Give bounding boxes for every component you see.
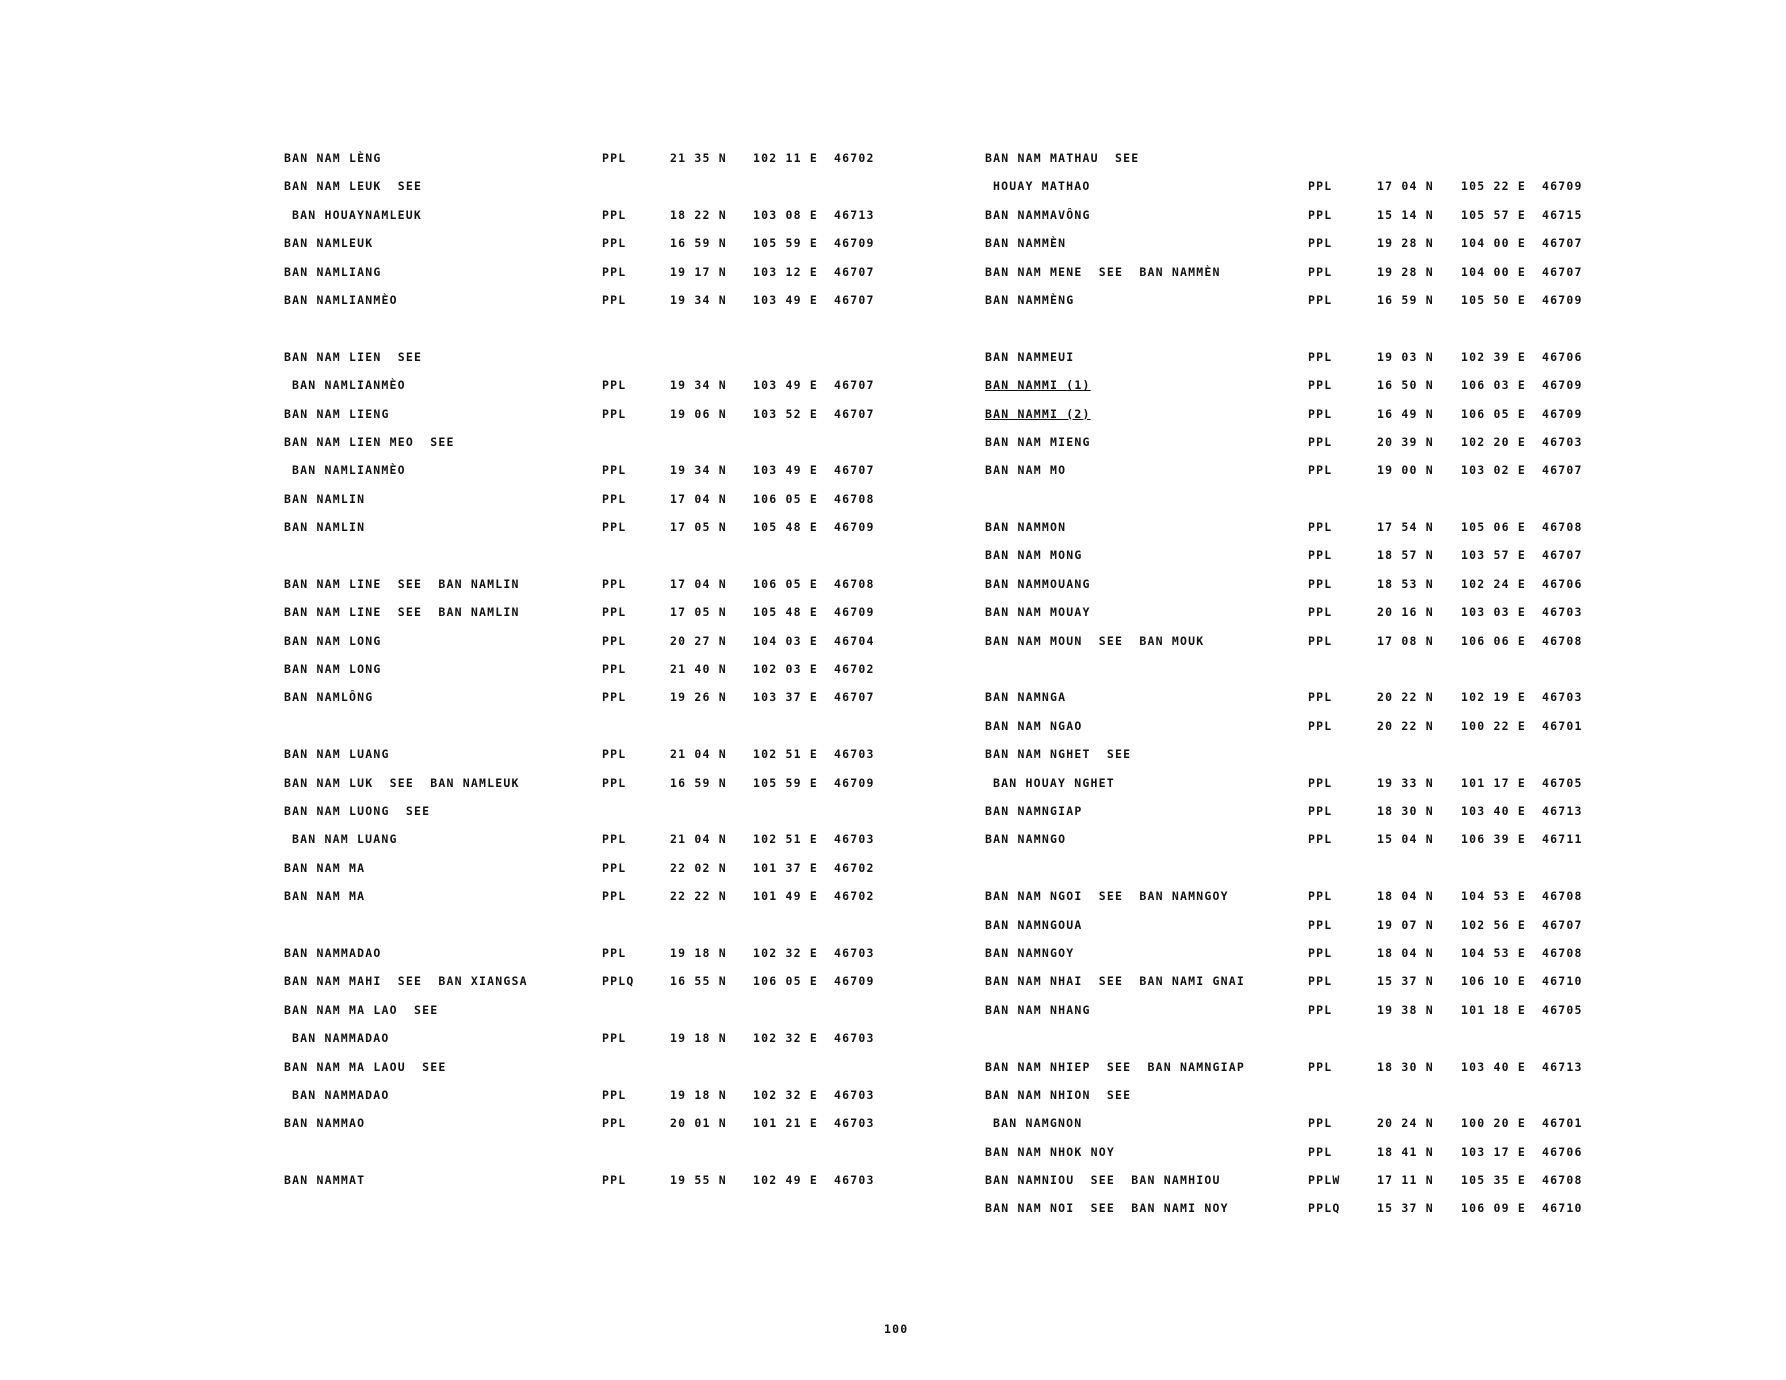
entry-latitude: 17 08 N [1377,633,1434,648]
entry-code: 46703 [834,1116,875,1131]
entry-latitude: 19 06 N [670,406,727,421]
entry-name: BAN NAMNIOU SEE BAN NAMHIOU [985,1173,1221,1188]
entry-designation: PPL [1308,548,1333,563]
entry-latitude: 19 34 N [670,292,727,307]
entry-longitude: 102 20 E [1461,434,1526,449]
entry-name: BAN NAMMAO [284,1116,366,1131]
entry-longitude: 103 49 E [753,292,818,307]
entry-latitude: 18 04 N [1377,945,1434,960]
entry-longitude: 102 19 E [1461,690,1526,705]
entry-code: 46706 [1542,349,1583,364]
entry-code: 46713 [1542,803,1583,818]
entry-designation: PPL [1308,179,1333,194]
entry-latitude: 15 14 N [1377,207,1434,222]
entry-longitude: 106 05 E [1461,406,1526,421]
entry-designation: PPL [602,491,627,506]
entry-code: 46708 [834,491,875,506]
entry-name: BAN NAM LONG [284,662,382,677]
entry-longitude: 102 11 E [753,151,818,165]
entry-latitude: 15 04 N [1377,832,1434,847]
entry-designation: PPL [602,945,627,960]
entry-designation: PPL [602,264,627,279]
entry-code: 46708 [1542,633,1583,648]
entry-name: BAN NAMNGOY [985,945,1075,960]
entry-designation: PPL [1308,434,1333,449]
entry-code: 46703 [834,832,875,847]
entry-name: BAN NAMLÔNG [284,690,374,705]
entry-longitude: 106 05 E [753,491,818,506]
entry-longitude: 104 53 E [1461,945,1526,960]
entry-code: 46707 [1542,264,1583,279]
entry-name: BAN NAM LEUK SEE [284,179,423,194]
entry-name: BAN NAM MA [284,860,366,875]
entry-code: 46711 [1542,832,1583,847]
entry-longitude: 106 03 E [1461,378,1526,393]
entry-longitude: 102 03 E [753,662,818,677]
entry-name: HOUAY MATHAO [993,179,1091,194]
entry-longitude: 103 52 E [753,406,818,421]
entry-code: 46709 [834,520,875,535]
entry-latitude: 18 30 N [1377,1059,1434,1074]
entry-code: 46709 [834,775,875,790]
entry-longitude: 102 32 E [753,1087,818,1102]
entry-code: 46707 [834,406,875,421]
entry-name: BAN NAMMEUI [985,349,1075,364]
entry-code: 46709 [834,236,875,251]
entry-code: 46703 [834,1173,875,1188]
entry-name: BAN NAM NHAI SEE BAN NAMI GNAI [985,974,1245,989]
entry-name: BAN NAM MATHAU SEE [985,151,1140,165]
entry-designation: PPL [1308,605,1333,620]
page-number: 100 [884,1322,909,1336]
entry-code: 46707 [834,463,875,478]
entry-latitude: 19 03 N [1377,349,1434,364]
entry-latitude: 20 24 N [1377,1116,1434,1131]
entry-code: 46703 [834,1087,875,1102]
entry-longitude: 106 06 E [1461,633,1526,648]
entry-latitude: 19 18 N [670,945,727,960]
entry-designation: PPL [1308,690,1333,705]
entry-code: 46707 [834,292,875,307]
entry-code: 46706 [1542,576,1583,591]
entry-longitude: 103 08 E [753,207,818,222]
entry-name: BAN NAMMÈNG [985,292,1075,307]
entry-code: 46709 [834,974,875,989]
entry-latitude: 17 05 N [670,520,727,535]
entry-latitude: 16 59 N [1377,292,1434,307]
entry-latitude: 19 28 N [1377,264,1434,279]
entry-name: BAN NAM LUK SEE BAN NAMLEUK [284,775,520,790]
entry-latitude: 19 38 N [1377,1002,1434,1017]
entry-code: 46702 [834,151,875,165]
entry-latitude: 19 28 N [1377,236,1434,251]
entry-name: BAN NAMMI (1) [985,378,1091,393]
entry-longitude: 105 50 E [1461,292,1526,307]
entry-designation: PPL [1308,974,1333,989]
entry-name: BAN NAM NGAO [985,718,1083,733]
entry-name: BAN NAM MO [985,463,1067,478]
entry-code: 46703 [834,747,875,762]
entry-designation: PPL [602,406,627,421]
entry-designation: PPL [1308,917,1333,932]
entry-name: BAN NAMMADAO [292,1031,390,1046]
entry-longitude: 105 35 E [1461,1173,1526,1188]
entry-code: 46704 [834,633,875,648]
entry-longitude: 103 40 E [1461,1059,1526,1074]
entry-latitude: 19 33 N [1377,775,1434,790]
entry-designation: PPL [1308,832,1333,847]
entry-name: BAN NAM NHOK NOY [985,1144,1115,1159]
entry-designation: PPL [602,236,627,251]
entry-designation: PPL [602,576,627,591]
entry-designation: PPLQ [1308,1201,1341,1216]
entry-name: BAN NAM LIEN SEE [284,349,423,364]
entry-designation: PPL [602,1087,627,1102]
entry-latitude: 16 49 N [1377,406,1434,421]
entry-designation: PPL [1308,292,1333,307]
entry-designation: PPL [602,1173,627,1188]
entry-longitude: 101 37 E [753,860,818,875]
entry-designation: PPL [602,605,627,620]
entry-longitude: 103 37 E [753,690,818,705]
entry-latitude: 19 55 N [670,1173,727,1188]
entry-designation: PPL [1308,463,1333,478]
entry-latitude: 22 22 N [670,889,727,904]
entry-designation: PPL [602,775,627,790]
entry-name: BAN NAMMAVÔNG [985,207,1091,222]
entry-latitude: 19 26 N [670,690,727,705]
entry-longitude: 105 57 E [1461,207,1526,222]
entry-longitude: 102 51 E [753,832,818,847]
entry-latitude: 19 00 N [1377,463,1434,478]
entry-designation: PPL [1308,576,1333,591]
entry-name: BAN NAM MA LAO SEE [284,1002,439,1017]
entry-name: BAN NAM MA [284,889,366,904]
entry-code: 46715 [1542,207,1583,222]
entry-latitude: 15 37 N [1377,974,1434,989]
entry-latitude: 18 53 N [1377,576,1434,591]
entry-latitude: 17 04 N [670,491,727,506]
entry-code: 46713 [834,207,875,222]
entry-name: BAN NAM NGOI SEE BAN NAMNGOY [985,889,1229,904]
entry-code: 46710 [1542,974,1583,989]
entry-designation: PPL [602,1116,627,1131]
entry-latitude: 20 39 N [1377,434,1434,449]
entry-designation: PPLQ [602,974,635,989]
entry-latitude: 17 04 N [670,576,727,591]
entry-latitude: 16 50 N [1377,378,1434,393]
entry-longitude: 105 48 E [753,605,818,620]
entry-longitude: 105 59 E [753,775,818,790]
entry-latitude: 16 59 N [670,236,727,251]
entry-longitude: 104 00 E [1461,264,1526,279]
entry-name: BAN NAMMOUANG [985,576,1091,591]
entry-name: BAN NAMLIN [284,491,366,506]
entry-name: BAN NAMGNON [993,1116,1083,1131]
entry-name: BAN NAMNGA [985,690,1067,705]
entry-code: 46703 [1542,690,1583,705]
entry-name: BAN NAMNGOUA [985,917,1083,932]
entry-name: BAN NAMLIANMÈO [292,378,406,393]
entry-code: 46707 [1542,917,1583,932]
entry-longitude: 103 40 E [1461,803,1526,818]
entry-latitude: 18 04 N [1377,889,1434,904]
entry-longitude: 102 24 E [1461,576,1526,591]
entry-code: 46703 [834,1031,875,1046]
entry-designation: PPL [602,1031,627,1046]
entry-longitude: 102 32 E [753,1031,818,1046]
entry-longitude: 101 17 E [1461,775,1526,790]
entry-longitude: 105 06 E [1461,520,1526,535]
entry-designation: PPL [602,860,627,875]
entry-name: BAN NAMLIANMÈO [292,463,406,478]
entry-longitude: 103 12 E [753,264,818,279]
entry-code: 46708 [1542,520,1583,535]
entry-latitude: 18 22 N [670,207,727,222]
entry-code: 46708 [834,576,875,591]
entry-latitude: 19 17 N [670,264,727,279]
entry-longitude: 106 09 E [1461,1201,1526,1216]
entry-longitude: 102 32 E [753,945,818,960]
entry-name: BAN NAM LINE SEE BAN NAMLIN [284,576,520,591]
entry-latitude: 21 04 N [670,832,727,847]
entry-longitude: 105 59 E [753,236,818,251]
entry-name: BAN NAMNGO [985,832,1067,847]
entry-longitude: 105 48 E [753,520,818,535]
entry-name: BAN NAMLIANG [284,264,382,279]
entry-designation: PPL [1308,775,1333,790]
entry-latitude: 20 22 N [1377,718,1434,733]
entry-name: BAN NAMLEUK [284,236,374,251]
entry-longitude: 103 49 E [753,463,818,478]
entry-designation: PPL [1308,520,1333,535]
entry-code: 46709 [1542,179,1583,194]
entry-code: 46708 [1542,945,1583,960]
entry-name: BAN NAM NGHET SEE [985,747,1132,762]
entry-longitude: 106 10 E [1461,974,1526,989]
entry-name: BAN NAM LUONG SEE [284,803,431,818]
entry-code: 46703 [1542,434,1583,449]
entry-code: 46702 [834,889,875,904]
entry-latitude: 19 34 N [670,463,727,478]
entry-designation: PPL [1308,349,1333,364]
entry-name: BAN NAM NHION SEE [985,1087,1132,1102]
entry-latitude: 22 02 N [670,860,727,875]
entry-name: BAN NAM LIEN MEO SEE [284,434,455,449]
entry-name: BAN NAMMADAO [292,1087,390,1102]
entry-longitude: 103 17 E [1461,1144,1526,1159]
entry-latitude: 19 18 N [670,1087,727,1102]
entry-latitude: 17 11 N [1377,1173,1434,1188]
entry-code: 46710 [1542,1201,1583,1216]
entry-designation: PPL [602,207,627,222]
entry-latitude: 20 27 N [670,633,727,648]
entry-name: BAN NAM MENE SEE BAN NAMMÈN [985,264,1221,279]
entry-latitude: 16 55 N [670,974,727,989]
entry-latitude: 21 35 N [670,151,727,165]
entry-latitude: 17 05 N [670,605,727,620]
entry-longitude: 103 03 E [1461,605,1526,620]
entry-latitude: 19 18 N [670,1031,727,1046]
entry-name: BAN NAM NHIEP SEE BAN NAMNGIAP [985,1059,1245,1074]
entry-code: 46709 [1542,406,1583,421]
entry-latitude: 20 22 N [1377,690,1434,705]
entry-longitude: 106 39 E [1461,832,1526,847]
entry-latitude: 18 41 N [1377,1144,1434,1159]
entry-code: 46707 [1542,236,1583,251]
entry-latitude: 16 59 N [670,775,727,790]
entry-latitude: 17 04 N [1377,179,1434,194]
entry-code: 46707 [834,378,875,393]
entry-longitude: 103 57 E [1461,548,1526,563]
entry-designation: PPL [1308,264,1333,279]
entry-latitude: 17 54 N [1377,520,1434,535]
entry-longitude: 103 02 E [1461,463,1526,478]
entry-name: BAN NAMMADAO [284,945,382,960]
entry-name: BAN NAM LIENG [284,406,390,421]
entry-code: 46702 [834,662,875,677]
entry-code: 46707 [1542,548,1583,563]
entry-longitude: 104 53 E [1461,889,1526,904]
entry-designation: PPL [1308,633,1333,648]
entry-code: 46701 [1542,718,1583,733]
entry-name: BAN NAM MAHI SEE BAN XIANGSA [284,974,528,989]
entry-longitude: 102 49 E [753,1173,818,1188]
entry-name: BAN NAM NOI SEE BAN NAMI NOY [985,1201,1229,1216]
entry-name: BAN NAM MIENG [985,434,1091,449]
entry-name: BAN NAM LÈNG [284,151,382,165]
entry-latitude: 21 40 N [670,662,727,677]
entry-longitude: 101 49 E [753,889,818,904]
entry-designation: PPL [1308,236,1333,251]
entry-name: BAN NAMMON [985,520,1067,535]
entry-designation: PPL [1308,1116,1333,1131]
entry-designation: PPL [1308,718,1333,733]
entry-latitude: 20 16 N [1377,605,1434,620]
entry-designation: PPL [1308,889,1333,904]
entry-latitude: 19 07 N [1377,917,1434,932]
entry-name: BAN NAM MOUN SEE BAN MOUK [985,633,1205,648]
entry-name: BAN NAM MA LAOU SEE [284,1059,447,1074]
entry-code: 46709 [834,605,875,620]
entry-longitude: 102 56 E [1461,917,1526,932]
entry-latitude: 20 01 N [670,1116,727,1131]
entry-designation: PPL [1308,207,1333,222]
entry-designation: PPL [1308,945,1333,960]
entry-longitude: 101 21 E [753,1116,818,1131]
entry-name: BAN NAMMI (2) [985,406,1091,421]
entry-name: BAN HOUAY NGHET [993,775,1115,790]
entry-code: 46707 [1542,463,1583,478]
entry-code: 46709 [1542,378,1583,393]
entry-name: BAN NAM LUANG [292,832,398,847]
entry-code: 46703 [834,945,875,960]
entry-latitude: 19 34 N [670,378,727,393]
entry-code: 46707 [834,264,875,279]
entry-name: BAN NAM MOUAY [985,605,1091,620]
entry-code: 46702 [834,860,875,875]
entry-designation: PPL [602,520,627,535]
entry-code: 46703 [1542,605,1583,620]
entry-latitude: 21 04 N [670,747,727,762]
entry-designation: PPL [1308,1059,1333,1074]
entry-name: BAN HOUAYNAMLEUK [292,207,422,222]
entry-name: BAN NAM LONG [284,633,382,648]
entry-designation: PPL [602,463,627,478]
entry-designation: PPL [602,662,627,677]
entry-designation: PPL [602,633,627,648]
entry-longitude: 106 05 E [753,974,818,989]
entry-name: BAN NAMLIANMÈO [284,292,398,307]
entry-longitude: 100 20 E [1461,1116,1526,1131]
entry-name: BAN NAM NHANG [985,1002,1091,1017]
entry-name: BAN NAMNGIAP [985,803,1083,818]
entry-designation: PPL [1308,378,1333,393]
entry-longitude: 102 51 E [753,747,818,762]
entry-longitude: 104 03 E [753,633,818,648]
entry-code: 46709 [1542,292,1583,307]
entry-designation: PPL [602,378,627,393]
entry-code: 46708 [1542,1173,1583,1188]
entry-latitude: 15 37 N [1377,1201,1434,1216]
entry-longitude: 104 00 E [1461,236,1526,251]
entry-longitude: 106 05 E [753,576,818,591]
entry-designation: PPL [1308,406,1333,421]
entry-name: BAN NAM LINE SEE BAN NAMLIN [284,605,520,620]
entry-name: BAN NAMMAT [284,1173,366,1188]
entry-designation: PPL [1308,803,1333,818]
entry-code: 46713 [1542,1059,1583,1074]
entry-name: BAN NAM MONG [985,548,1083,563]
entry-name: BAN NAMLIN [284,520,366,535]
entry-designation: PPL [1308,1002,1333,1017]
entry-designation: PPL [1308,1144,1333,1159]
entry-longitude: 103 49 E [753,378,818,393]
entry-code: 46701 [1542,1116,1583,1131]
entry-code: 46708 [1542,889,1583,904]
entry-code: 46705 [1542,775,1583,790]
entry-longitude: 100 22 E [1461,718,1526,733]
entry-longitude: 105 22 E [1461,179,1526,194]
entry-designation: PPL [602,889,627,904]
entry-latitude: 18 30 N [1377,803,1434,818]
entry-designation: PPL [602,832,627,847]
entry-designation: PPL [602,747,627,762]
entry-name: BAN NAMMÈN [985,236,1067,251]
entry-designation: PPL [602,151,627,165]
entry-latitude: 18 57 N [1377,548,1434,563]
entry-code: 46706 [1542,1144,1583,1159]
entry-designation: PPL [602,690,627,705]
entry-designation: PPLW [1308,1173,1341,1188]
entry-code: 46707 [834,690,875,705]
entry-code: 46705 [1542,1002,1583,1017]
entry-longitude: 102 39 E [1461,349,1526,364]
entry-longitude: 101 18 E [1461,1002,1526,1017]
entry-designation: PPL [602,292,627,307]
entry-name: BAN NAM LUANG [284,747,390,762]
